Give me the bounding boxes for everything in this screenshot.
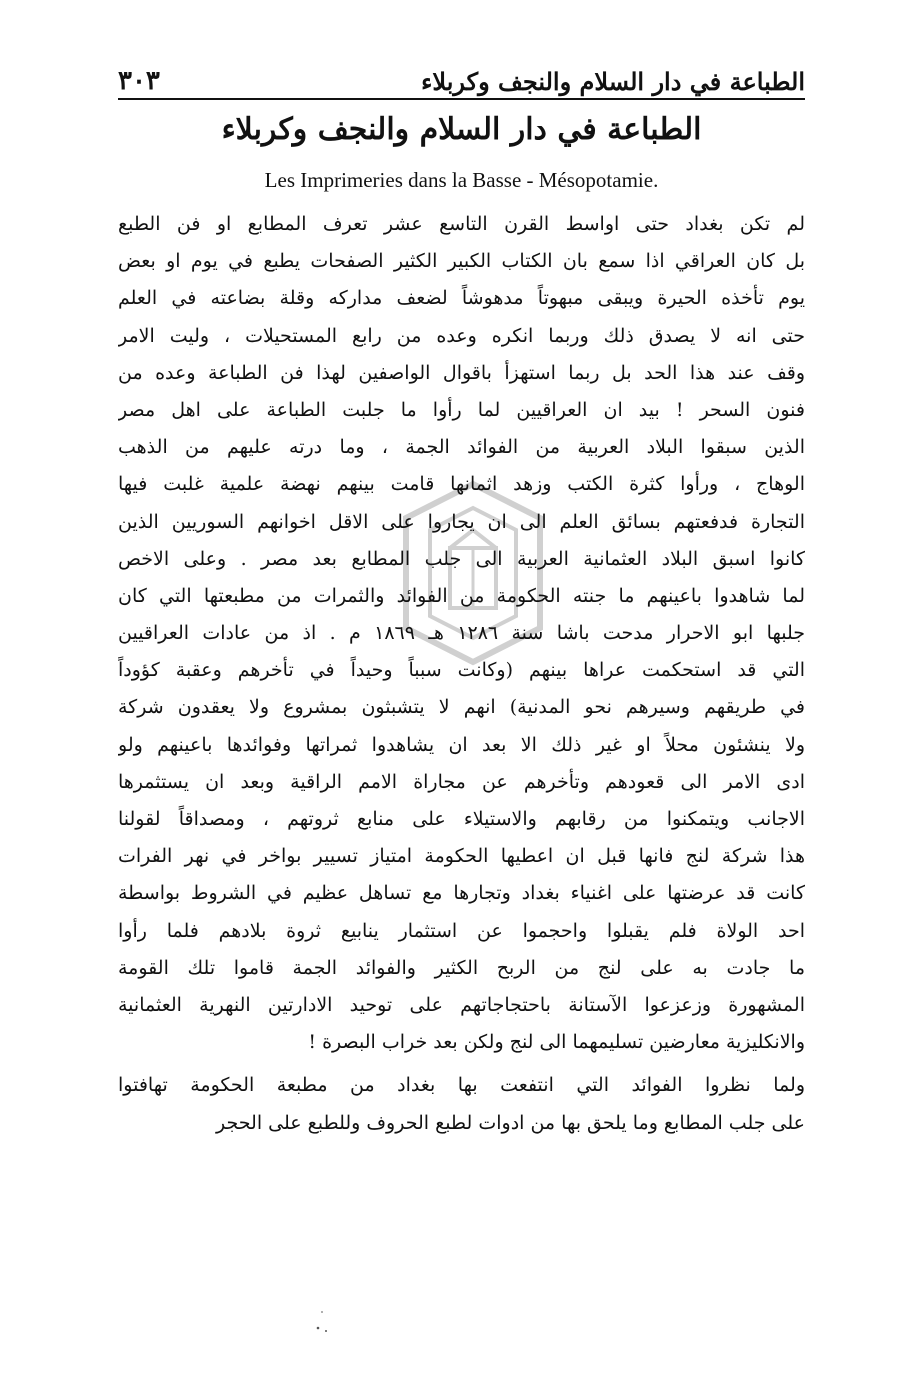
body-text [118, 206, 805, 1142]
text-line: هذا شركة لنج فانها قبل ان اعطيها الحكومة امتياز تسيير بواخر في نهر الفرات [118, 845, 805, 868]
text-line: حتى انه لا يصدق ذلك وربما انكره وعده من رابع المستحيلات ، وليت الامر [118, 324, 805, 347]
text-line: ولا ينشئون محلاً او غير ذلك الا بعد ان يشاهدوا ثمراتها وفوائدها باعينهم ولو [118, 733, 805, 756]
text-line: ادى الامر الى قعودهم وتأخرهم عن مجاراة الامم الراقية وبعد ان يستثمرها [118, 770, 805, 793]
text-line: ما جادت به على لنج من الربح الكثير والفوائد الجمة قاموا تلك القومة [118, 956, 805, 979]
page-number: ٣٠٣ [118, 66, 160, 96]
header-rule [118, 98, 805, 100]
text-line: جلبها ابو الاحرار مدحت باشا سنة ١٢٨٦ هـ ١٨٦٩ م . اذ من عادات العراقيين [118, 622, 805, 645]
text-line: على جلب المطابع وما يلحق بها من ادوات لطبع الحروف وللطبع على الحجر [216, 1111, 805, 1134]
text-line: التي قد استحكمت عراها بينهم (وكانت سبباً وحيداً في تأخرهم وعقبة كؤوداً [118, 659, 805, 682]
text-line: والانكليزية معارضين تسليمهما الى لنج ولكن بعد خراب البصرة ! [308, 1031, 805, 1054]
text-line: بل كان العراقي اذا سمع بان الكتاب الكبير الكثير الصفحات يطبع في يوم او بعض [118, 250, 805, 273]
text-line: التجارة فدفعتهم بسائق العلم الى ان يجاروا على الاقل اخوانهم السوريين الذين [118, 510, 805, 533]
text-line: لم تكن بغداد حتى اواسط القرن التاسع عشر تعرف المطابع او فن الطبع [118, 213, 805, 235]
text-line: كانت قد عرضتها على اغنياء بغداد وتجارها مع تساهل عظيم في الشروط بواسطة [118, 882, 805, 905]
text-line: فنون السحر ! بيد ان العراقيين لما رأوا ما جلبت الطباعة على اهل مصر [118, 398, 805, 421]
running-head-title: الطباعة في دار السلام والنجف وكربلاء [421, 67, 805, 96]
chapter-title: الطباعة في دار السلام والنجف وكربلاء [221, 112, 702, 147]
text-line: الذين سبقوا البلاد العربية من الفوائد الجمة ، وما درته عليهم من الذهب [118, 436, 805, 459]
text-line: في طريقهم وسيرهم نحو المدنية) انهم لا يتشبثون بمشروع ولا يعقدون شركة [118, 696, 805, 719]
text-line: احد الولاة فلم يقبلوا واحجموا عن استثمار ينابيع ثروة بلادهم فلما رأوا [118, 919, 805, 942]
text-line: المشهورة وزعزعوا الآستانة باحتجاجاتهم على توحيد الادارتين النهرية العثمانية [118, 993, 805, 1016]
text-line: ولما نظروا الفوائد التي انتفعت بها بغداد من مطبعة الحكومة تهافتوا [118, 1074, 805, 1097]
running-head [118, 52, 805, 96]
text-line: يوم تأخذه الحيرة ويبقى مبهوتاً مدهوشاً لضعف مداركه وقلة بضاعته في العلم [118, 287, 805, 310]
french-subtitle: Les Imprimeries dans la Basse - Mésopotamie. [264, 168, 659, 192]
text-line: الوهاج ، ورأوا كثرة الكتب وزهد اثمانها قامت بينهم نهضة علمية غلبت فيها [118, 473, 805, 496]
text-line: كانوا اسبق البلاد العثمانية العربية الى جلب المطابع بعد مصر . وعلى الاخص [118, 547, 805, 570]
text-line: الاجانب ويتمكنوا من رقابهم والاستيلاء على منابع ثروتهم ، ومصداقاً لقولنا [118, 808, 805, 830]
text-line: وقف عند هذا الحد بل ربما استهزأ باقوال الواصفين لهذا فن الطباعة وعده من [118, 361, 805, 384]
text-line: لما شاهدوا باعينهم ما جنته الحكومة من الفوائد والثمرات من مطبعتها التي كان [118, 584, 805, 607]
